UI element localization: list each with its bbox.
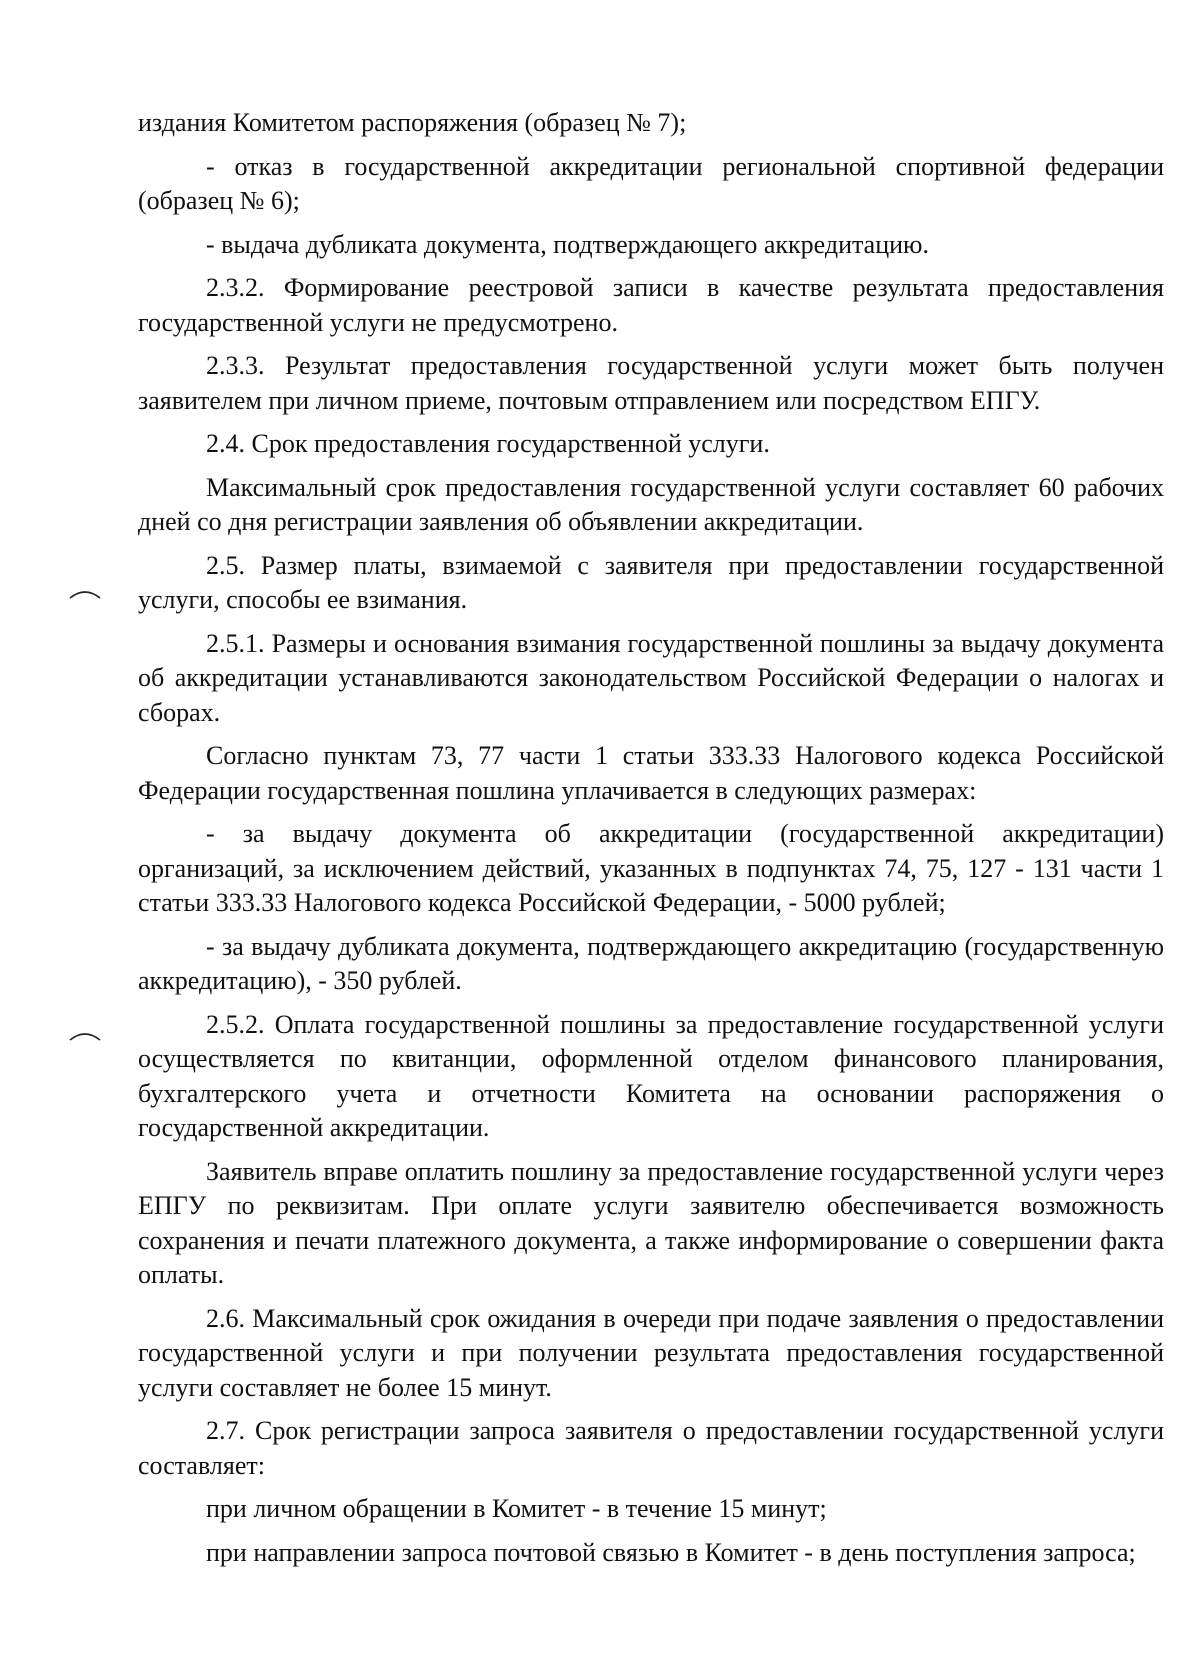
paragraph: Заявитель вправе оплатить пошлину за предоставление государственной услуги через ЕПГУ по реквизитам. При оплате услуги заявителю обеспечивается возможность сохранения и печати платежного документа, а также информирование о совершении факта оплаты.	[138, 1156, 1164, 1289]
paragraph: 2.6. Максимальный срок ожидания в очереди при подаче заявления о предоставлении государственной услуги и при получении результата предоставления государственной услуги составляет не более 15 минут.	[138, 1303, 1164, 1402]
binding-hole-mark-icon	[68, 1028, 102, 1042]
paragraph: 2.3.2. Формирование реестровой записи в качестве результата предоставления государственной услуги не предусмотрено.	[138, 273, 1164, 337]
paragraph: Максимальный срок предоставления государственной услуги составляет 60 рабочих дней со дня регистрации заявления об объявлении аккредитации.	[138, 472, 1164, 536]
paragraph: - выдача дубликата документа, подтверждающего аккредитацию.	[206, 229, 929, 259]
paragraph: - за выдачу дубликата документа, подтверждающего аккредитацию (государственную аккредитацию), - 350 рублей.	[138, 931, 1164, 995]
paragraph: 2.4. Срок предоставления государственной услуги.	[206, 429, 770, 458]
binding-hole-mark-icon	[68, 586, 102, 600]
document-body	[138, 106, 1164, 1579]
paragraph: 2.5.1. Размеры и основания взимания государственной пошлины за выдачу документа об аккредитации устанавливаются законодательством Российской Федерации о налогах и сборах.	[138, 628, 1164, 727]
paragraph: Согласно пунктам 73, 77 части 1 статьи 333.33 Налогового кодекса Российской Федерации государственная пошлина уплачивается в следующих размерах:	[138, 741, 1164, 805]
paragraph: при личном обращении в Комитет - в течение 15 минут;	[206, 1494, 827, 1523]
paragraph: - за выдачу документа об аккредитации (государственной аккредитации) организаций, за исключением действий, указанных в подпунктах 74, 75, 127 - 131 части 1 статьи 333.33 Налогового кодекса Российской Федерации, - 5000 рублей;	[138, 819, 1164, 917]
paragraph: 2.7. Срок регистрации запроса заявителя о предоставлении государственной услуги составляет:	[138, 1416, 1164, 1480]
paragraph: - отказ в государственной аккредитации региональной спортивной федерации (образец № 6);	[138, 151, 1164, 215]
paragraph: издания Комитетом распоряжения (образец № 7);	[138, 108, 687, 137]
paragraph: 2.3.3. Результат предоставления государственной услуги может быть получен заявителем при личном приеме, почтовым отправлением или посредством ЕПГУ.	[138, 351, 1164, 415]
paragraph: 2.5. Размер платы, взимаемой с заявителя при предоставлении государственной услуги, способы ее взимания.	[138, 550, 1164, 614]
paragraph: 2.5.2. Оплата государственной пошлины за предоставление государственной услуги осуществляется по квитанции, оформленной отделом финансового планирования, бухгалтерского учета и отчетности Комитета на основании распоряжения о государственной аккредитации.	[138, 1009, 1164, 1142]
paragraph: при направлении запроса почтовой связью в Комитет - в день поступления запроса;	[206, 1537, 1136, 1567]
